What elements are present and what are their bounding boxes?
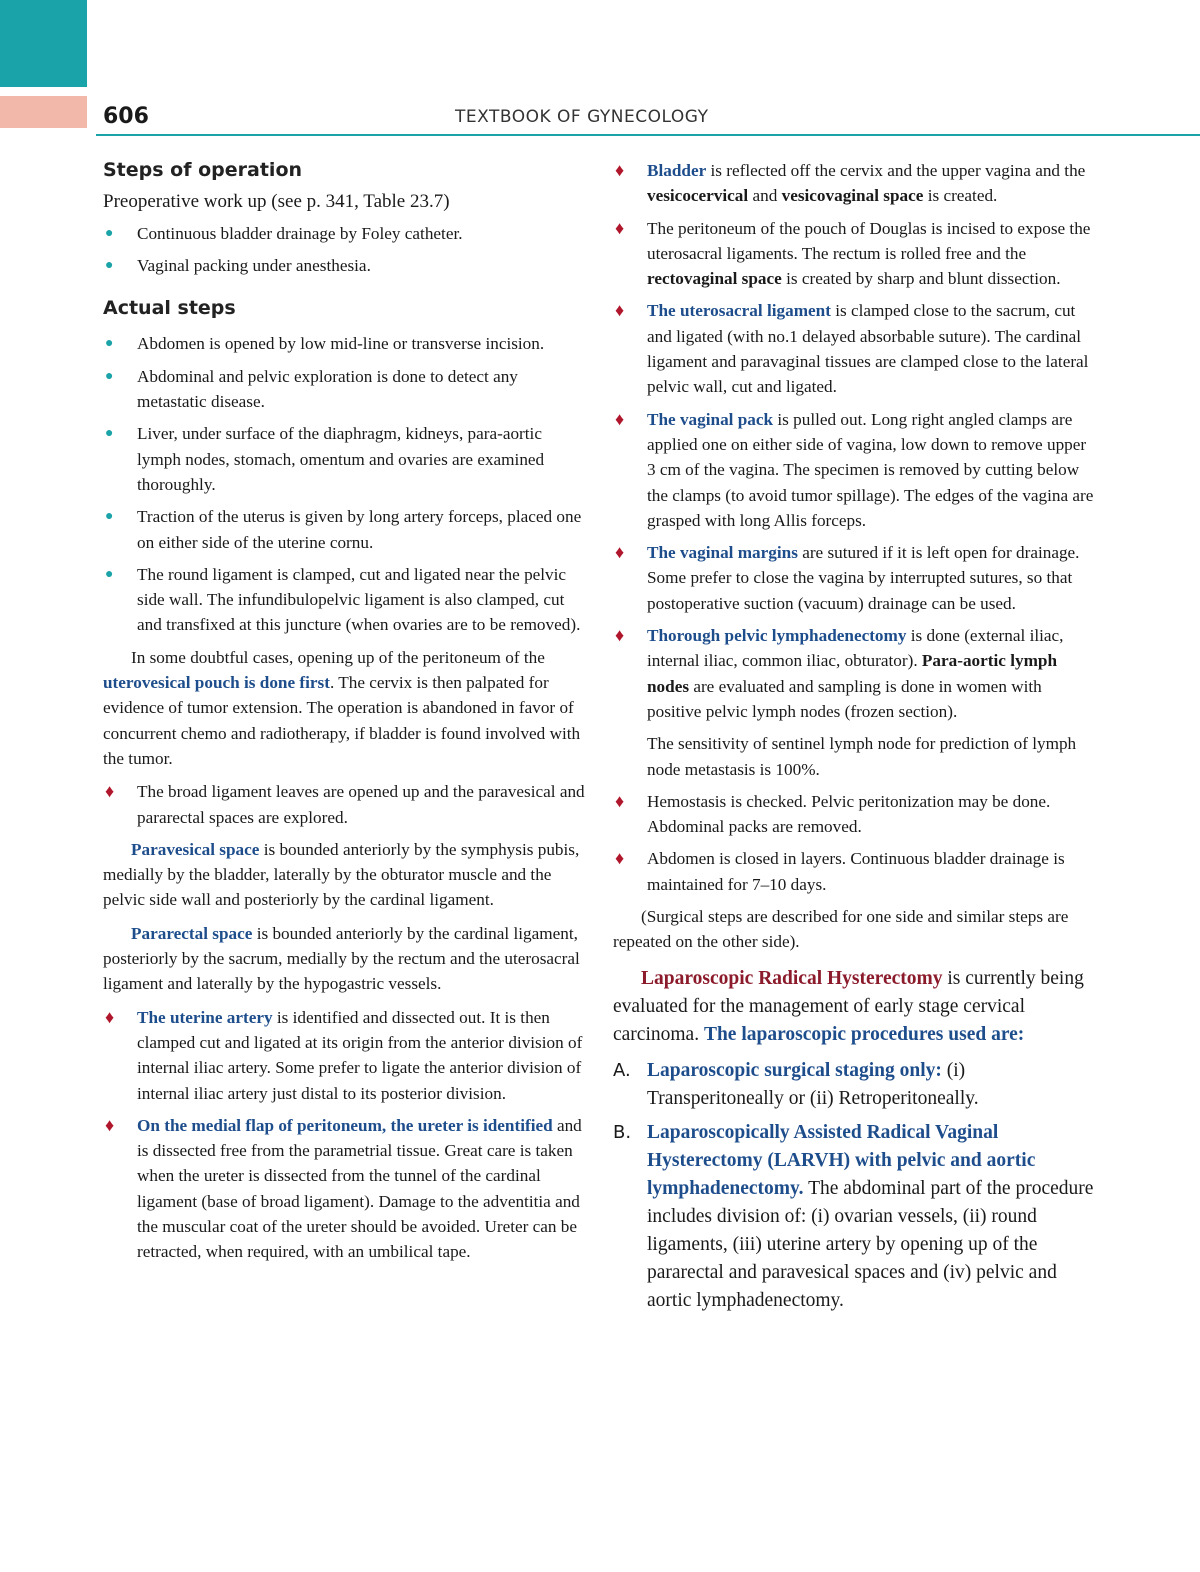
list-item: ● Continuous bladder drainage by Foley catheter. bbox=[103, 221, 587, 246]
list-item: ● The round ligament is clamped, cut and ligated near the pelvic side wall. The infundibulopelvic ligament is also clamped, cut and transfixed at this juncture (when ovaries are to be removed). bbox=[103, 562, 587, 638]
round-bullet-icon: ● bbox=[105, 509, 114, 525]
list-item: ♦ Thorough pelvic lymphadenectomy is done (external iliac, internal iliac, common iliac, obturator). Para-aortic lymph nodes are evaluated and sampling is done in women with positive pelvic lymph nodes (frozen section). bbox=[615, 625, 1064, 721]
list-item: ● Liver, under surface of the diaphragm, kidneys, para-aortic lymph nodes, stomach, omentum and ovaries are examined thoroughly. bbox=[103, 421, 587, 497]
round-bullet-icon: ● bbox=[105, 257, 114, 273]
diamond-bullet-icon: ♦ bbox=[615, 160, 625, 180]
list-item: ♦ The uterosacral ligament is clamped close to the sacrum, cut and ligated (with no.1 delayed absorbable suture). The cardinal ligament and paravaginal tissues are clamped close to the lateral pelvic wall, cut and ligated. bbox=[615, 300, 1089, 397]
diamond-bullet-icon: ♦ bbox=[615, 542, 625, 563]
list-item: ♦ The uterine artery is identified and dissected out. It is then clamped cut and ligated at its origin from the anterior division of internal iliac artery. Some prefer to ligate the anterior division of internal iliac artery just distal to its posterior division. bbox=[105, 1006, 583, 1103]
diamond-bullet-icon: ♦ bbox=[105, 781, 115, 802]
sentinel-note: The sensitivity of sentinel lymph node for prediction of lymph node metastasis is 100%. bbox=[647, 734, 1077, 779]
list-item: ♦ The vaginal pack is pulled out. Long right angled clamps are applied one on either side of vagina, low down to remove upper 3 cm of the vagina. The specimen is removed by cutting below the clamps (to avoid tumor spillage). The edges of the vagina are grasped with long Allis forceps. bbox=[615, 408, 1094, 530]
list-item: ♦ Bladder is reflected off the cervix and the upper vagina and the vesicocervical and vesicovaginal space is created. bbox=[615, 160, 1086, 206]
round-bullet-icon: ● bbox=[105, 336, 114, 352]
list-item: ● Traction of the uterus is given by long artery forceps, placed one on either side of the uterine cornu. bbox=[103, 504, 587, 555]
option-b: B. Laparoscopically Assisted Radical Vaginal Hysterectomy (LARVH) with pelvic and aortic lymphadenectomy. The abdominal part of the procedure includes division of: (i) ovarian vessels, (ii) round ligaments, (iii) uterine artery by opening up of the pararectal and paravesical spaces and (iv) pelvic and aortic lymphadenectomy. bbox=[613, 1121, 1094, 1311]
section-heading: Steps of operation bbox=[103, 159, 303, 181]
preop-line: Preoperative work up (see p. 341, Table 23.7) bbox=[103, 191, 450, 213]
teal-corner-block bbox=[0, 0, 87, 87]
list-item: ♦ On the medial flap of peritoneum, the ureter is identified and is dissected free from the parametrial tissue. Great care is taken when the ureter is dissected from the tunnel of the cardinal ligament (base of broad ligament). Damage to the adventitia and the muscular coat of the ureter should be avoided. Ureter can be retracted, when required, with an umbilical tape. bbox=[105, 1114, 582, 1262]
list-item: ● Abdomen is opened by low mid-line or transverse incision. bbox=[103, 331, 587, 356]
list-item: ♦ Hemostasis is checked. Pelvic peritonization may be done. Abdominal packs are removed. bbox=[615, 790, 1051, 837]
list-item: ♦ The peritoneum of the pouch of Douglas is incised to expose the uterosacral ligaments. The rectum is rolled free and the rectovaginal space is created by sharp and blunt dissection. bbox=[615, 217, 1091, 289]
laparoscopic-paragraph: Laparoscopic Radical Hysterectomy is currently being evaluated for the management of early stage cervical carcinoma. The laparoscopic procedures used are: bbox=[613, 967, 1084, 1045]
list-item: ♦ The vaginal margins are sutured if it is left open for drainage. Some prefer to close the vagina by interrupted sutures, so that postoperative suction (vacuum) drainage can be used. bbox=[615, 542, 1080, 613]
list-item: ● Vaginal packing under anesthesia. bbox=[103, 253, 587, 278]
diamond-bullet-icon: ♦ bbox=[105, 1006, 115, 1027]
pararectal-paragraph: Pararectal space is bounded anteriorly by the cardinal ligament, posteriorly by the sacrum, medially by the rectum and the uterosacral ligament and laterally by the hypogastric vessels. bbox=[103, 923, 580, 994]
option-a: A. Laparoscopic surgical staging only: (i) Transperitoneally or (ii) Retroperitoneally. bbox=[613, 1059, 979, 1109]
pink-corner-block bbox=[0, 96, 87, 128]
diamond-bullet-icon: ♦ bbox=[615, 300, 625, 321]
header-rule bbox=[96, 134, 1200, 136]
actual-steps-heading: Actual steps bbox=[103, 297, 236, 320]
doubtful-cases-paragraph: In some doubtful cases, opening up of the peritoneum of the uterovesical pouch is done first. The cervix is then palpated for evidence of tumor extension. The operation is abandoned in favor of concurrent chemo and radiotherapy, if bladder is found involved with the tumor. bbox=[103, 647, 581, 768]
diamond-bullet-icon: ♦ bbox=[615, 625, 625, 646]
left-column bbox=[103, 158, 587, 1272]
surgical-note: (Surgical steps are described for one side and similar steps are repeated on the other side). bbox=[613, 907, 1069, 952]
page-number: 606 bbox=[103, 104, 149, 129]
paravesical-paragraph: Paravesical space is bounded anteriorly by the symphysis pubis, medially by the bladder, laterally by the obturator muscle and the pelvic side wall and posteriorly by the cardinal ligament. bbox=[103, 839, 580, 910]
diamond-bullet-icon: ♦ bbox=[105, 1114, 115, 1135]
list-item: ● Abdominal and pelvic exploration is done to detect any metastatic disease. bbox=[103, 364, 587, 415]
round-bullet-icon: ● bbox=[105, 566, 114, 582]
diamond-bullet-icon: ♦ bbox=[615, 848, 625, 869]
diamond-bullet-icon: ♦ bbox=[615, 408, 625, 429]
round-bullet-icon: ● bbox=[105, 225, 114, 241]
round-bullet-icon: ● bbox=[105, 426, 114, 442]
list-item: ♦ Abdomen is closed in layers. Continuous bladder drainage is maintained for 7–10 days. bbox=[615, 848, 1065, 894]
round-bullet-icon: ● bbox=[105, 368, 114, 384]
list-item: ♦ The broad ligament leaves are opened up and the paravesical and pararectal spaces are explored. bbox=[105, 781, 585, 827]
right-column bbox=[613, 158, 1094, 1321]
diamond-bullet-icon: ♦ bbox=[615, 217, 625, 238]
diamond-bullet-icon: ♦ bbox=[615, 790, 625, 811]
running-head: TEXTBOOK OF GYNECOLOGY bbox=[455, 107, 709, 127]
